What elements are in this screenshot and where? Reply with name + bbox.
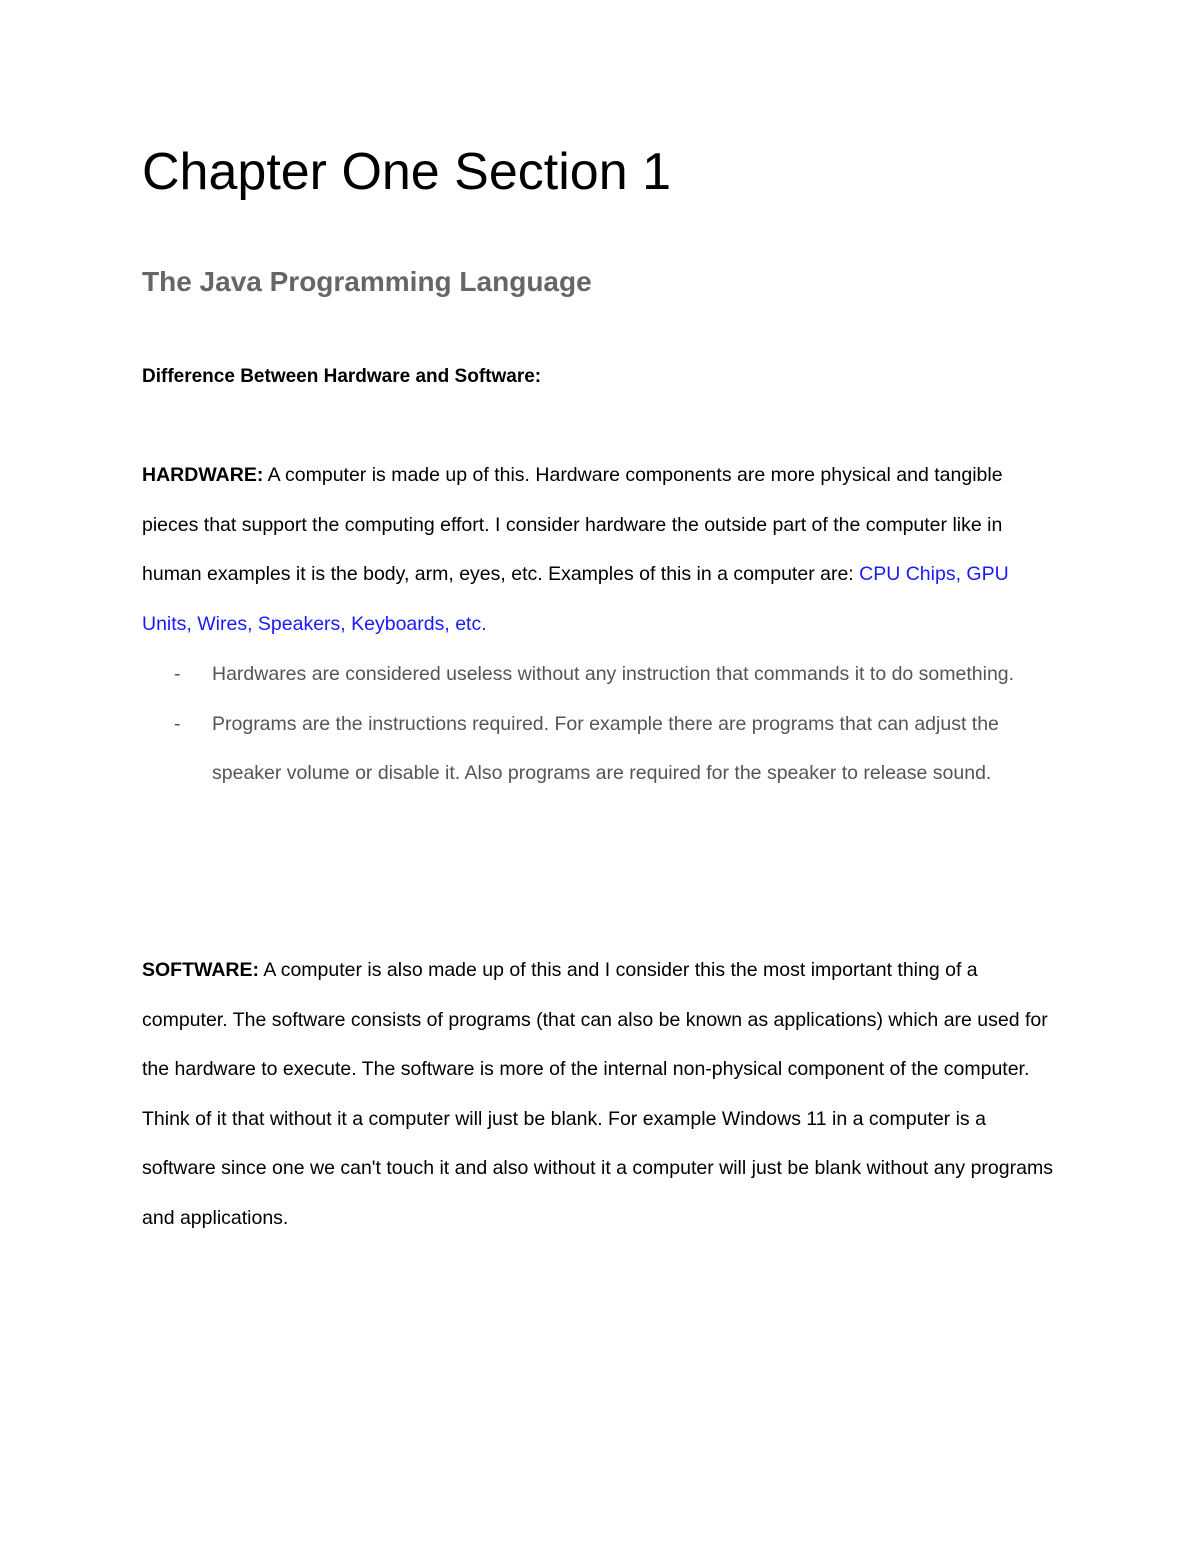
bullet-text: Programs are the instructions required. For example there are programs that can adjust the speaker volume or disable it. Also programs are required for the speaker to release sound. [212,712,999,785]
list-item [142,700,1062,799]
page-title: Chapter One Section 1 [142,143,671,201]
hardware-paragraph [142,451,1062,649]
list-item [142,650,1062,700]
bullet-marker: - [174,712,181,735]
software-label: SOFTWARE: [142,959,259,981]
bullet-text: Hardwares are considered useless without any instruction that commands it to do something. [212,663,1015,685]
hardware-label: HARDWARE: [142,464,264,486]
page-subtitle: The Java Programming Language [142,266,592,297]
software-paragraph [142,946,1062,1244]
hardware-text: A computer is made up of this. Hardware components are more physical and tangible pieces that support the computing effort. I consider hardware the outside part of the computer like in human examples it is the body, arm, eyes, etc. Examples of this in a computer are: [142,464,1003,586]
bullet-marker: - [174,663,181,685]
hardware-bullet-list [142,650,1062,799]
section-heading: Difference Between Hardware and Software: [142,366,542,387]
software-text: A computer is also made up of this and I consider this the most important thing of a computer. The software consists of programs (that can also be known as applications) which are used for the hardware to execute. The software is more of the internal non-physical component of the computer. Think of it that without it a computer will just be blank. For example Windows 11 in a computer is a software since one we can't touch it and also without it a computer will just be blank without any programs and applications. [142,959,1053,1229]
hardware-examples: CPU Chips, GPU Units, Wires, Speakers, Keyboards, etc. [142,563,1009,635]
